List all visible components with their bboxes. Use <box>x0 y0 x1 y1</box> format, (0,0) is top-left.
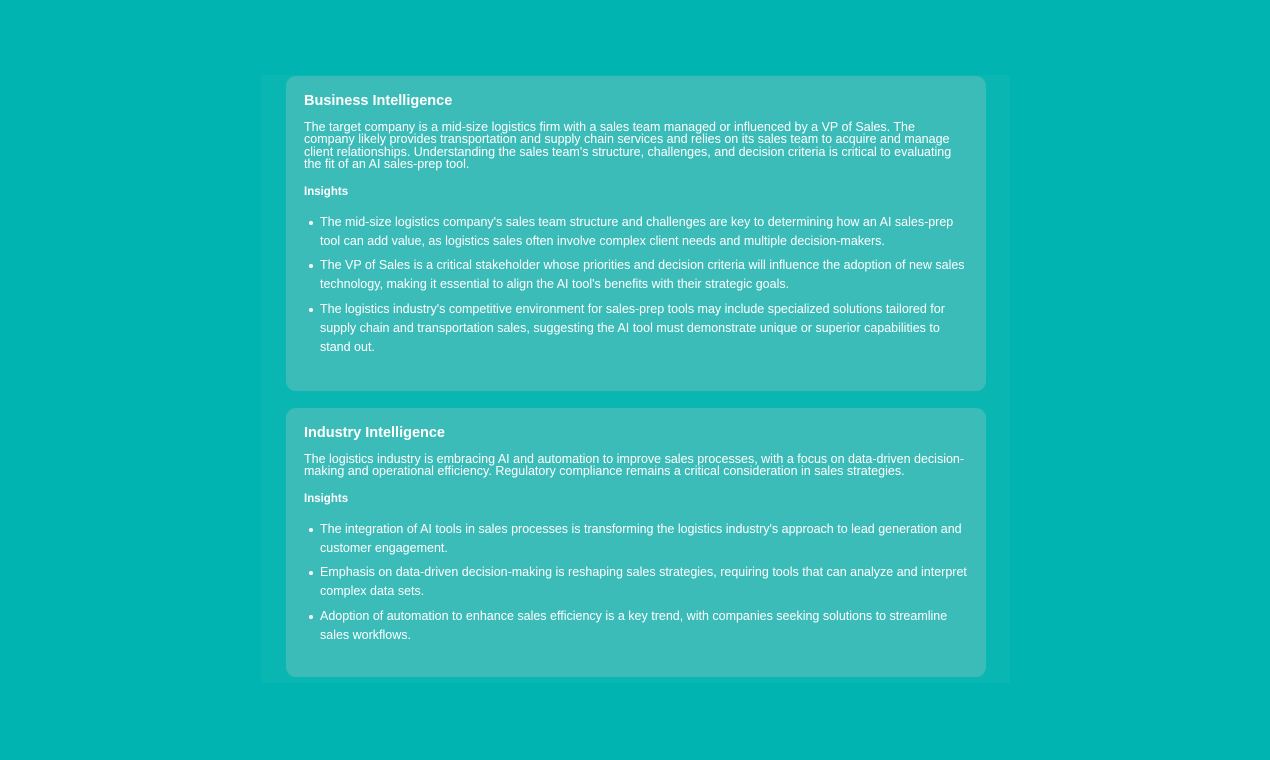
bullet-icon <box>309 308 313 312</box>
bullet-icon <box>309 571 313 575</box>
insights-list <box>304 213 968 357</box>
insight-text: The logistics industry's competitive environment for sales-prep tools may include specialized solutions tailored for supply chain and transportation sales, suggesting the AI tool must demonstrate unique or superior capabilities to stand out. <box>320 301 945 354</box>
industry-intelligence-card <box>286 408 986 677</box>
insight-text: The integration of AI tools in sales processes is transforming the logistics industry's approach to lead generation and customer engagement. <box>320 521 962 555</box>
business-intelligence-card <box>286 76 986 391</box>
card-title: Business Intelligence <box>304 93 453 109</box>
insight-text: Adoption of automation to enhance sales efficiency is a key trend, with companies seeking solutions to streamline sales workflows. <box>320 608 948 642</box>
insights-list <box>304 520 968 645</box>
insight-item <box>304 520 968 558</box>
insight-text: The mid-size logistics company's sales team structure and challenges are key to determining how an AI sales-prep tool can add value, as logistics sales often involve complex client needs and multiple decision-makers. <box>320 214 954 248</box>
insight-item <box>304 607 968 645</box>
insight-item <box>304 213 968 251</box>
insight-item <box>304 300 968 357</box>
insights-label: Insights <box>304 492 349 505</box>
bullet-icon <box>309 221 313 225</box>
insight-text: Emphasis on data-driven decision-making is reshaping sales strategies, requiring tools that can analyze and interpret complex data sets. <box>320 565 967 599</box>
insight-item <box>304 563 968 601</box>
card-title: Industry Intelligence <box>304 425 445 441</box>
insight-item <box>304 256 968 294</box>
bullet-icon <box>309 615 313 619</box>
card-description: The logistics industry is embracing AI and automation to improve sales processes, with a focus on data-driven decision-making and operational efficiency. Regulatory compliance remains a critical consideration in sales strategies. <box>304 452 965 479</box>
insight-text: The VP of Sales is a critical stakeholder whose priorities and decision criteria will influence the adoption of new sales technology, making it essential to align the AI tool's benefits with their strategic goals. <box>320 258 965 292</box>
bullet-icon <box>309 264 313 268</box>
card-description: The target company is a mid-size logistics firm with a sales team managed or influenced by a VP of Sales. The company likely provides transportation and supply chain services and relies on its sales team to acquire and manage client relationships. Understanding the sales team's structure, challenges, and decision criteria is critical to evaluating the fit of an AI sales-prep tool. <box>304 120 952 172</box>
insights-label: Insights <box>304 185 349 198</box>
bullet-icon <box>309 528 313 532</box>
